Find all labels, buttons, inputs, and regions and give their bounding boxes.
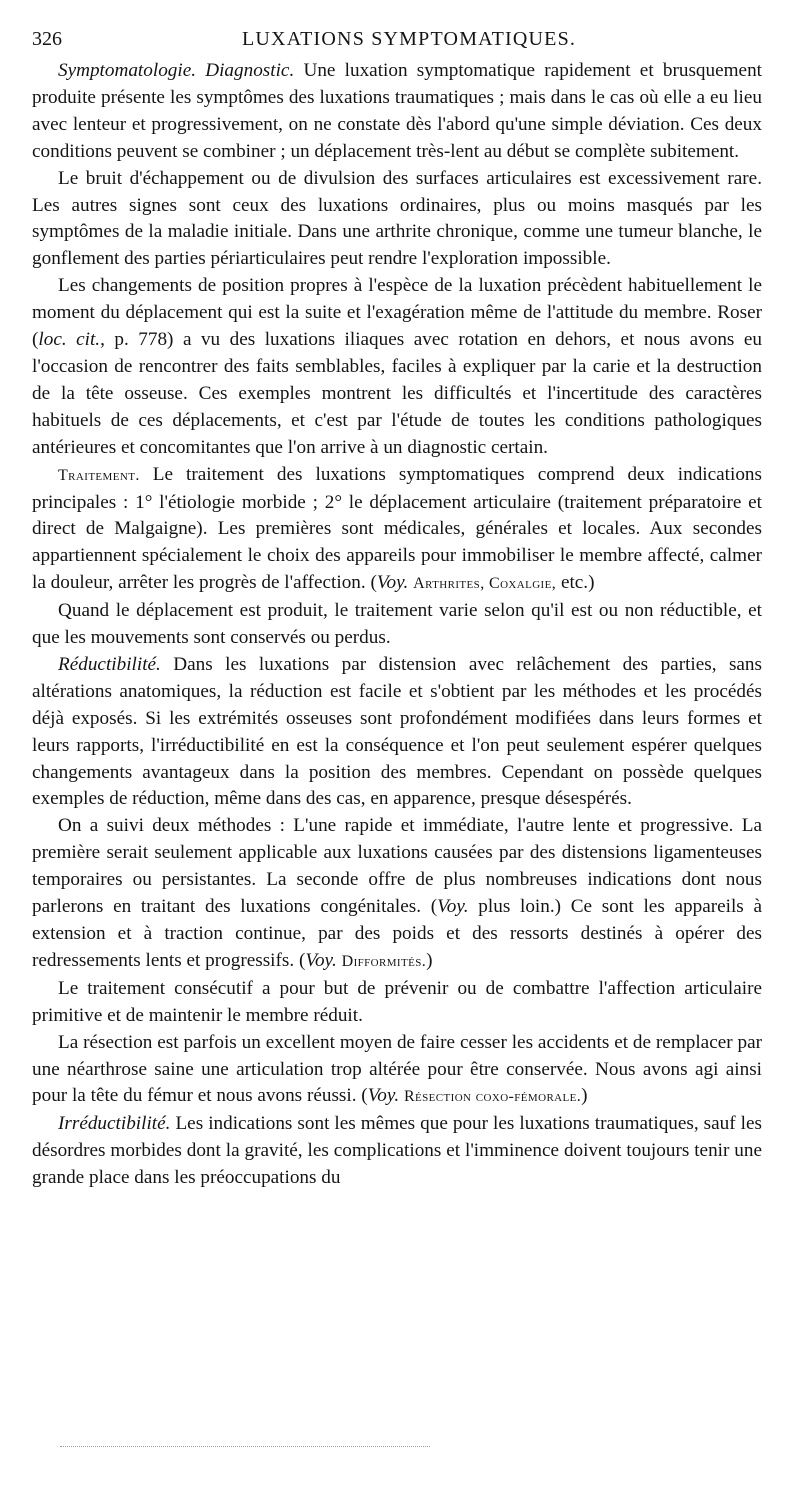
section-heading-traitement: Traitement. [58, 466, 140, 484]
voy-reference: Voy. [305, 949, 337, 971]
section-heading-irreductibilite: Irréductibilité. [58, 1113, 171, 1135]
paragraph-text: etc.) [556, 572, 595, 594]
paragraph-text: On a suivi deux méthodes : L'une rapide et immédiate, l'autre lente et progressive. La première serait seulement applicable aux luxations causées par des distensions ligamenteuses temporaires ou persistantes. La seconde offre de plus nombreuses indications dont nous parlerons en traitant des luxations congénitales. ( [32, 815, 762, 918]
cross-reference: Résection coxo-fémorale. [403, 1088, 582, 1106]
paragraph-text: Dans les luxations par distension avec relâchement des parties, sans altérations anatomiques, la réduction est facile et s'obtient par les méthodes et les procédés déjà exposés. Si les extrémités osseuses sont profondément modifiées dans leurs formes et leurs rapports, l'irréductibilité en est la conséquence et l'on peut seulement espérer quelques changements avantageux dans la position des membres. Cependant on possède quelques exemples de réduction, même dans des cas, en apparence, presque désespérés. [32, 653, 762, 810]
cross-reference: Arthrites, Coxalgie, [413, 575, 557, 593]
paragraph-text: ) [426, 949, 433, 971]
page-header [32, 28, 762, 58]
voy-reference: Voy. [437, 896, 469, 918]
paragraph-text: ) [581, 1085, 588, 1107]
voy-reference: Voy. [367, 1085, 400, 1107]
paragraph-reductibilite [32, 652, 762, 813]
paragraph-quand [32, 598, 762, 652]
paragraph-bruit [32, 166, 762, 274]
paragraph-changements [32, 273, 762, 461]
paragraph-text: Le traitement consécutif a pour but de prévenir ou de combattre l'affection articulaire primitive et de maintenir le membre réduit. [32, 977, 762, 1026]
paragraph-symptomatologie [32, 58, 762, 166]
paragraph-text: Le traitement des luxations symptomatiques comprend deux indications principales : 1° l'étiologie morbide ; 2° le déplacement articulaire (traitement préparatoire et direct de Malgaigne). Les premières sont médicales, générales et locales. Aux secondes appartiennent spécialement le choix des appareils pour immobiliser le membre affecté, calmer la douleur, arrêter les progrès de l'affection. ( [32, 463, 762, 594]
paragraph-text: Les indications sont les mêmes que pour les luxations traumatiques, sauf les désordres morbides dont la gravité, les complications et l'imminence doivent toujours tenir une grande place dans les préoccupations du [32, 1113, 762, 1189]
footer-rule [60, 1446, 430, 1447]
cross-reference: Difformités. [341, 952, 427, 970]
paragraph-text: Les changements de position propres à l'espèce de la luxation précèdent habituellement le moment du déplacement qui est la suite et l'exagération même de l'attitude du membre. Roser ( [32, 275, 762, 351]
page-number: 326 [32, 28, 62, 50]
paragraph-text: Le bruit d'échappement ou de divulsion des surfaces articulaires est excessivement rare. Les autres signes sont ceux des luxations ordinaires, plus ou moins masqués par les symptômes de la maladie initiale. Dans une arthrite chronique, comme une tumeur blanche, le gonflement des parties périarticulaires peut rendre l'exploration impossible. [32, 167, 762, 270]
paragraph-irreductibilite [32, 1111, 762, 1192]
paragraph-methodes [32, 813, 762, 975]
section-heading-reductibilite: Réductibilité. [58, 653, 161, 675]
section-heading-symptomatologie: Symptomatologie. Diagnostic. [58, 60, 295, 81]
voy-reference: Voy. [376, 572, 409, 594]
paragraph-text: La résection est parfois un excellent moyen de faire cesser les accidents et de remplacer par une néarthrose saine une articulation trop altérée pour être conservée. Nous avons agi ainsi pour la tête du fémur et nous avons réussi. ( [32, 1031, 762, 1107]
body-text [32, 58, 762, 1192]
paragraph-text: plus loin.) Ce sont les appareils à extension et à traction continue, par des poids et des ressorts destinés à opérer des redressements lents et progressifs. ( [32, 896, 762, 971]
citation-loc-cit: loc. cit. [38, 329, 101, 351]
running-title: LUXATIONS SYMPTOMATIQUES. [242, 28, 577, 50]
paragraph-text: Quand le déplacement est produit, le traitement varie selon qu'il est ou non réductible, et que les mouvements sont conservés ou perdus. [32, 600, 762, 649]
paragraph-consecutif [32, 976, 762, 1030]
paragraph-text: Une luxation symptomatique rapidement et brusquement produite présente les symptômes des luxations traumatiques ; mais dans le cas où elle a eu lieu avec lenteur et progressivement, on ne constate dès l'abord qu'une simple déviation. Ces deux conditions peuvent se combiner ; un déplacement très-lent au début se complète subitement. [32, 60, 762, 162]
book-page [32, 28, 762, 1192]
paragraph-traitement [32, 462, 762, 599]
paragraph-resection [32, 1030, 762, 1112]
paragraph-text: , p. 778) a vu des luxations iliaques avec rotation en dehors, et nous avons eu l'occasion de rencontrer des faits semblables, faciles à expliquer par la carie et la destruction de la tête osseuse. Ces exemples montrent les difficultés et l'incertitude des caractères habituels de ces déplacements, et c'est par l'étude de toutes les conditions pathologiques antérieures et concomitantes que l'on arrive à un diagnostic certain. [32, 329, 763, 458]
